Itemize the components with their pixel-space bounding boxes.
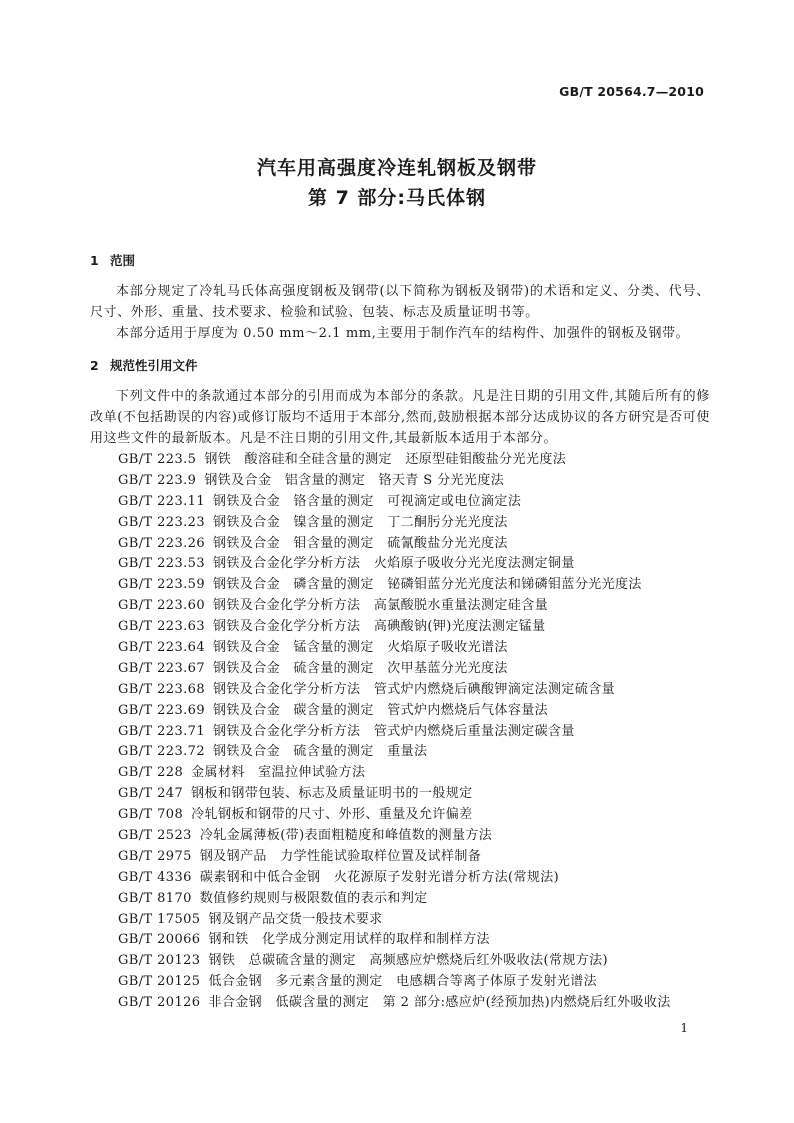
reference-item xyxy=(118,554,671,575)
reference-item xyxy=(118,784,671,805)
section-heading-scope xyxy=(90,251,135,269)
reference-item xyxy=(118,722,671,743)
reference-code: GB/T 20125 xyxy=(118,974,201,990)
reference-item xyxy=(118,847,671,868)
reference-title: 冷轧金属薄板(带)表面粗糙度和峰值数的测量方法 xyxy=(199,828,493,844)
reference-title: 钢铁及合金化学分析方法 管式炉内燃烧后碘酸钾滴定法测定硫含量 xyxy=(213,681,616,697)
reference-title: 钢铁及合金 硫含量的测定 重量法 xyxy=(213,744,428,760)
reference-item xyxy=(118,868,671,889)
reference-title: 钢板和钢带包装、标志及质量证明书的一般规定 xyxy=(191,786,473,802)
reference-title: 钢铁及合金 锰含量的测定 火焰原子吸收光谱法 xyxy=(213,640,508,656)
reference-title: 钢铁及合金 钼含量的测定 硫氰酸盐分光光度法 xyxy=(213,535,508,551)
reference-title: 钢铁及合金化学分析方法 高碘酸钠(钾)光度法测定锰量 xyxy=(213,619,546,635)
reference-item xyxy=(118,513,671,534)
reference-item xyxy=(118,972,671,993)
reference-title: 非合金钢 低碳含量的测定 第 2 部分:感应炉(经预加热)内燃烧后红外吸收法 xyxy=(208,995,671,1011)
reference-title: 钢铁及合金化学分析方法 火焰原子吸收分光光度法测定铜量 xyxy=(213,556,575,572)
reference-item xyxy=(118,951,671,972)
reference-code: GB/T 708 xyxy=(118,807,184,823)
reference-title: 钢铁 总碳硫含量的测定 高频感应炉燃烧后红外吸收法(常规方法) xyxy=(208,953,609,969)
reference-title: 钢及钢产品交货一般技术要求 xyxy=(208,911,383,927)
reference-item xyxy=(118,701,671,722)
reference-item xyxy=(118,763,671,784)
reference-code: GB/T 223.64 xyxy=(118,640,206,656)
reference-title: 钢及钢产品 力学性能试验取样位置及试样制备 xyxy=(199,848,482,864)
reference-title: 钢铁及合金化学分析方法 管式炉内燃烧后重量法测定碳含量 xyxy=(213,723,575,739)
reference-title: 钢铁及合金 硫含量的测定 次甲基蓝分光光度法 xyxy=(213,660,508,676)
reference-item xyxy=(118,450,671,471)
reference-code: GB/T 223.69 xyxy=(118,702,206,718)
reference-title: 钢铁及合金 磷含量的测定 铋磷钼蓝分光光度法和锑磷钼蓝分光光度法 xyxy=(213,577,642,593)
reference-item xyxy=(118,575,671,596)
reference-item xyxy=(118,742,671,763)
references-intro-paragraph: 下列文件中的条款通过本部分的引用而成为本部分的条款。凡是注日期的引用文件,其随后所有的修改单(不包括勘误的内容)或修订版均不适用于本部分,然而,鼓励根据本部分达成协议的各方研究是否可使用这些文件的最新版本。凡是不注日期的引用文件,其最新版本适用于本部分。 xyxy=(90,389,710,446)
reference-item xyxy=(118,680,671,701)
section-title: 范围 xyxy=(110,253,136,268)
reference-code: GB/T 228 xyxy=(118,765,184,781)
section-heading-normative-references xyxy=(90,356,198,374)
reference-code: GB/T 223.60 xyxy=(118,598,206,614)
reference-title: 冷轧钢板和钢带的尺寸、外形、重量及允许偏差 xyxy=(191,807,473,823)
section-number: 1 xyxy=(90,253,99,268)
reference-code: GB/T 17505 xyxy=(118,911,201,927)
reference-title: 钢和铁 化学成分测定用试样的取样和制样方法 xyxy=(208,932,490,948)
reference-title: 碳素钢和中低合金钢 火花源原子发射光谱分析方法(常规法) xyxy=(199,869,560,885)
reference-code: GB/T 223.63 xyxy=(118,619,206,635)
reference-code: GB/T 223.72 xyxy=(118,744,206,760)
section-number: 2 xyxy=(90,358,99,373)
reference-code: GB/T 2523 xyxy=(118,828,192,844)
reference-code: GB/T 223.68 xyxy=(118,681,206,697)
reference-item xyxy=(118,826,671,847)
reference-code: GB/T 20126 xyxy=(118,995,201,1011)
reference-item xyxy=(118,930,671,951)
reference-code: GB/T 8170 xyxy=(118,890,192,906)
page-number: 1 xyxy=(680,1021,688,1035)
reference-code: GB/T 247 xyxy=(118,786,184,802)
reference-title: 金属材料 室温拉伸试验方法 xyxy=(191,765,366,781)
document-title: 汽车用高强度冷连轧钢板及钢带 xyxy=(256,157,537,179)
reference-title: 钢铁及合金 铝含量的测定 铬天青 S 分光光度法 xyxy=(204,472,505,488)
reference-title: 钢铁及合金化学分析方法 高氯酸脱水重量法测定硅含量 xyxy=(213,598,549,614)
reference-item xyxy=(118,617,671,638)
scope-paragraph: 本部分适用于厚度为 0.50 mm～2.1 mm,主要用于制作汽车的结构件、加强件的钢板及钢带。 xyxy=(116,326,690,341)
reference-title: 低合金钢 多元素含量的测定 电感耦合等离子体原子发射光谱法 xyxy=(208,974,598,990)
reference-code: GB/T 223.11 xyxy=(118,493,206,509)
reference-code: GB/T 20123 xyxy=(118,953,201,969)
document-subtitle: 第 7 部分:马氏体钢 xyxy=(307,187,487,209)
reference-code: GB/T 223.23 xyxy=(118,514,206,530)
reference-item xyxy=(118,805,671,826)
reference-code: GB/T 20066 xyxy=(118,932,201,948)
reference-list xyxy=(118,450,671,1014)
reference-item xyxy=(118,596,671,617)
reference-item xyxy=(118,638,671,659)
scope-paragraph: 本部分规定了冷轧马氏体高强度钢板及钢带(以下简称为钢板及钢带)的术语和定义、分类、代号、尺寸、外形、重量、技术要求、检验和试验、包装、标志及质量证明书等。 xyxy=(90,284,710,320)
reference-item xyxy=(118,492,671,513)
reference-code: GB/T 223.67 xyxy=(118,660,206,676)
reference-item xyxy=(118,534,671,555)
reference-code: GB/T 223.5 xyxy=(118,452,197,467)
reference-item xyxy=(118,993,671,1014)
reference-code: GB/T 223.71 xyxy=(118,723,206,739)
reference-title: 钢铁及合金 镍含量的测定 丁二酮肟分光光度法 xyxy=(213,514,508,530)
reference-code: GB/T 2975 xyxy=(118,848,192,864)
reference-code: GB/T 223.59 xyxy=(118,577,206,593)
reference-title: 钢铁及合金 铬含量的测定 可视滴定或电位滴定法 xyxy=(213,493,522,509)
standard-code: GB/T 20564.7—2010 xyxy=(559,84,704,99)
reference-code: GB/T 223.53 xyxy=(118,556,206,572)
reference-title: 数值修约规则与极限数值的表示和判定 xyxy=(199,890,428,906)
reference-title: 钢铁及合金 碳含量的测定 管式炉内燃烧后气体容量法 xyxy=(213,702,549,718)
reference-code: GB/T 4336 xyxy=(118,869,192,885)
reference-item xyxy=(118,471,671,492)
reference-item xyxy=(118,659,671,680)
reference-title: 钢铁 酸溶硅和全硅含量的测定 还原型硅钼酸盐分光光度法 xyxy=(204,452,567,467)
section-title: 规范性引用文件 xyxy=(110,358,198,373)
reference-item xyxy=(118,889,671,910)
reference-code: GB/T 223.26 xyxy=(118,535,206,551)
reference-item xyxy=(118,910,671,931)
reference-code: GB/T 223.9 xyxy=(118,472,197,488)
